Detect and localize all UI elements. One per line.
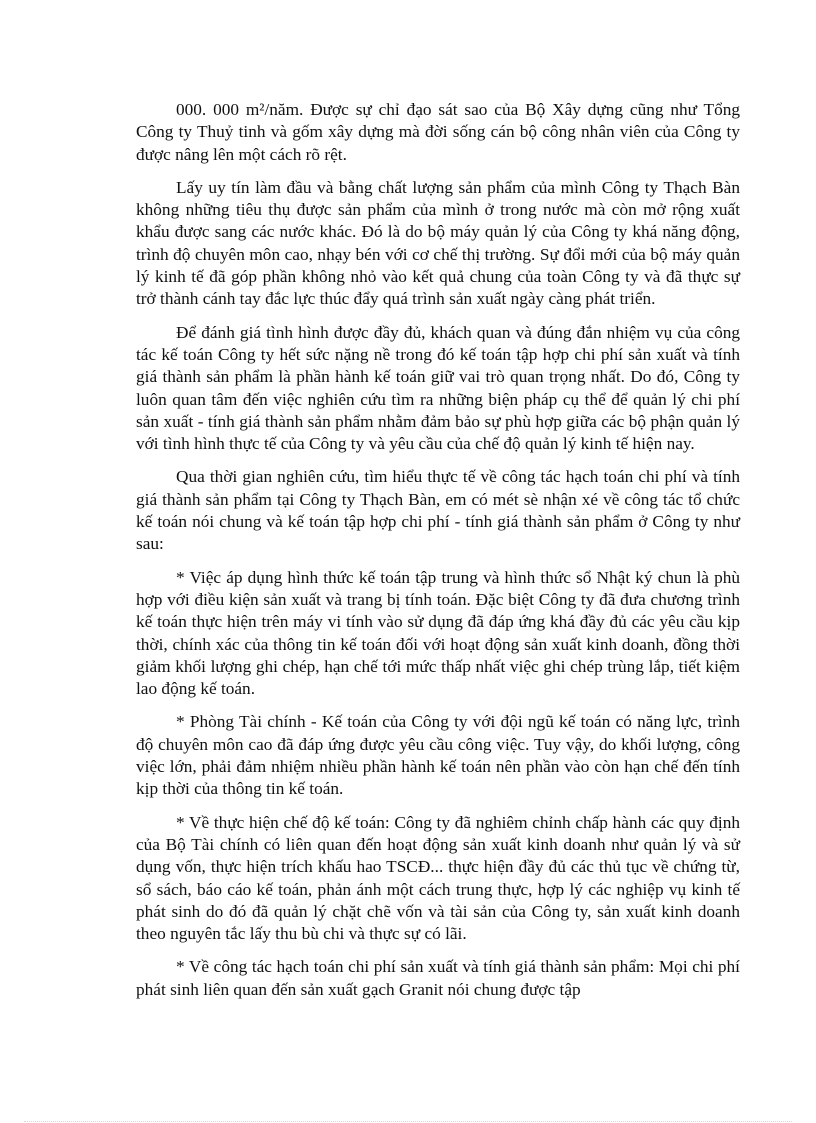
paragraph-8: * Về công tác hạch toán chi phí sản xuất và tính giá thành sản phẩm: Mọi chi phí phát sinh liên quan đến sản xuất gạch Granit nói chung được tập [136,957,740,999]
paragraph-5: * Việc áp dụng hình thức kế toán tập trung và hình thức sổ Nhật ký chun là phù hợp với điều kiện sản xuất và trang bị tính toán. Đặc biệt Công ty đã đưa chương trình kế toán thực hiện trên máy vi tính vào sử dụng đã đáp ứng khá đầy đủ các yêu cầu kịp thời, chính xác của thông tin kế toán đối với hoạt động sản xuất kinh doanh, đồng thời giảm khối lượng ghi chép, hạn chế tới mức thấp nhất việc ghi chép trùng lắp, tiết kiệm lao động kế toán. [136,567,740,699]
paragraph-6: * Phòng Tài chính - Kế toán của Công ty với đội ngũ kế toán có năng lực, trình độ chuyên môn cao đã đáp ứng được yêu cầu công việc. Tuy vậy, do khối lượng, công việc lớn, phải đảm nhiệm nhiều phần hành kế toán nên phần vào còn hạn chế đến tính kịp thời của thông tin kế toán. [136,712,740,799]
page-bottom-divider [24,1121,792,1122]
paragraph-4: Qua thời gian nghiên cứu, tìm hiểu thực tế về công tác hạch toán chi phí và tính giá thành sản phẩm tại Công ty Thạch Bàn, em có mét sè nhận xé về công tác tổ chức kế toán nói chung và kế toán tập hợp chi phí - tính giá thành sản phẩm ở Công ty như sau: [136,467,740,554]
paragraph-7: * Về thực hiện chế độ kế toán: Công ty đã nghiêm chỉnh chấp hành các quy định của Bộ Tài chính có liên quan đến hoạt động sản xuất kinh doanh như quản lý và sử dụng vốn, thực hiện trích khấu hao TSCĐ... thực hiện đầy đủ các thủ tục về chứng từ, sổ sách, báo cáo kế toán, phản ánh một cách trung thực, hợp lý các nghiệp vụ kinh tế phát sinh do đó đã quản lý chặt chẽ vốn và tài sản của Công ty, sản xuất kinh doanh theo nguyên tắc lấy thu bù chi và thực sự có lãi. [136,812,740,944]
paragraph-3: Để đánh giá tình hình được đầy đủ, khách quan và đúng đắn nhiệm vụ của công tác kế toán Công ty hết sức nặng nề trong đó kế toán tập hợp chi phí sản xuất và tính giá thành sản phẩm là phần hành kế toán giữ vai trò quan trọng nhất. Do đó, Công ty luôn quan tâm đến việc nghiên cứu tìm ra những biện pháp cụ thể để quản lý chi phí sản xuất - tính giá thành sản phẩm nhằm đảm bảo sự phù hợp giữa các bộ phận quản lý với tình hình thực tế của Công ty và yêu cầu của chế độ quản lý kinh tế hiện nay. [136,322,740,454]
paragraph-2: Lấy uy tín làm đầu và bằng chất lượng sản phẩm của mình Công ty Thạch Bàn không những tiêu thụ được sản phẩm của mình ở trong nước mà còn mở rộng xuất khẩu được sang các nước khác. Đó là do bộ máy quản lý của Công ty khá năng động, trình độ chuyên môn cao, nhạy bén với cơ chế thị trường. Sự đổi mới của bộ máy quản lý kinh tế đã góp phần không nhỏ vào kết quả chung của toàn Công ty và đã thực sự trở thành cánh tay đắc lực thúc đẩy quá trình sản xuất ngày càng phát triển. [136,177,740,309]
paragraph-1: 000. 000 m²/năm. Được sự chỉ đạo sát sao của Bộ Xây dựng cũng như Tổng Công ty Thuỷ tinh và gốm xây dựng mà đời sống cán bộ công nhân viên của Công ty được nâng lên một cách rõ rệt. [136,100,740,164]
document-page [136,99,740,1012]
